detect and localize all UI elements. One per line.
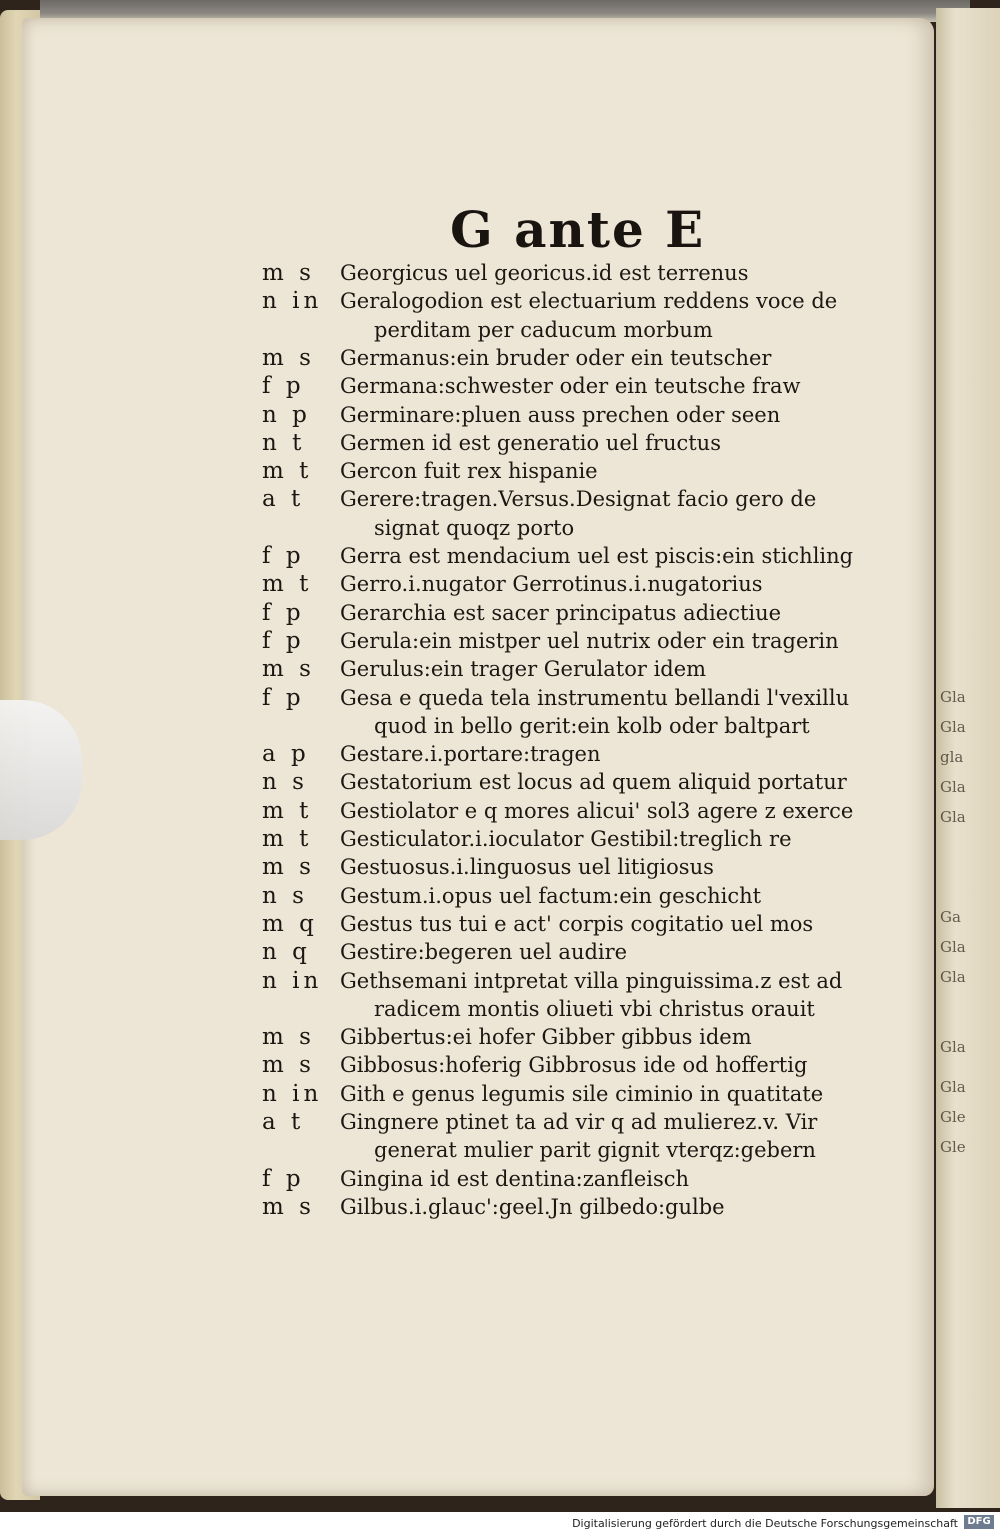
- glossary-entry: [262, 598, 902, 628]
- glossary-entry: [262, 1050, 902, 1080]
- page-heading: G ante E: [450, 200, 706, 259]
- glossary-entry: [262, 428, 902, 458]
- dfg-logo: DFG: [964, 1515, 994, 1529]
- glossary-entry: [262, 1107, 902, 1137]
- glossary-entry: [262, 258, 902, 288]
- entry-text: generat mulier parit gignit vterqz:gebern: [374, 1138, 816, 1163]
- glossary-entry: [262, 796, 902, 826]
- grammar-code: m t: [262, 797, 313, 824]
- entry-text: Gingina id est dentina:zanfleisch: [340, 1166, 690, 1191]
- grammar-code: f p: [262, 684, 305, 711]
- facing-page-text: Gla: [940, 688, 966, 706]
- glossary-entry: [262, 852, 902, 882]
- grammar-code: m s: [262, 260, 315, 286]
- facing-page-text: Gla: [940, 968, 966, 986]
- entry-text: Gerula:ein mistper uel nutrix oder ein tragerin: [340, 628, 839, 653]
- entry-text: Gerra est mendacium uel est piscis:ein stichling: [340, 544, 854, 568]
- grammar-code: m s: [262, 656, 315, 683]
- entry-text: Gesticulator.i.ioculator Gestibil:treglich re: [340, 827, 792, 851]
- facing-page-text: Gle: [940, 1138, 966, 1156]
- footer-credit: Digitalisierung gefördert durch die Deutsche Forschungsgemeinschaft: [572, 1517, 958, 1530]
- grammar-code: n p: [262, 401, 311, 428]
- facing-page-text: Gla: [940, 1038, 966, 1056]
- entry-text: Germinare:pluen auss prechen oder seen: [340, 402, 781, 427]
- entry-text: radicem montis oliueti vbi christus orauit: [374, 996, 815, 1021]
- grammar-code: f p: [262, 1165, 305, 1192]
- entry-text: Gercon fuit rex hispanie: [340, 459, 598, 484]
- entry-text: Geralogodion est electuarium reddens voce de: [340, 289, 838, 314]
- entry-text: Gilbus.i.glauc':geel.Jn gilbedo:gulbe: [340, 1194, 725, 1219]
- grammar-code: f p: [262, 599, 305, 626]
- entry-text: Gingnere ptinet ta ad vir q ad mulierez.v. Vir: [340, 1110, 818, 1134]
- glossary-entry: [262, 994, 902, 1024]
- glossary-entry: [262, 343, 902, 373]
- glossary-entry: [262, 1079, 902, 1109]
- glossary-entry: [262, 881, 902, 911]
- grammar-code: n in: [262, 288, 323, 315]
- glossary-entry: [262, 1022, 902, 1052]
- entry-text: Gibbosus:hoferig Gibbrosus ide od hoffertig: [340, 1053, 808, 1078]
- grammar-code: m s: [262, 854, 315, 881]
- glossary-entry: [262, 541, 902, 571]
- grammar-code: f p: [262, 543, 305, 569]
- entry-text: perditam per caducum morbum: [374, 317, 713, 342]
- entry-text: Germana:schwester oder ein teutsche fraw: [340, 374, 801, 399]
- grammar-code: n q: [262, 939, 311, 966]
- entry-text: Gibbertus:ei hofer Gibber gibbus idem: [340, 1025, 752, 1050]
- glossary-entry: [262, 484, 902, 514]
- glossary-entry: [262, 966, 902, 996]
- glossary-entry: [262, 767, 902, 797]
- grammar-code: m t: [262, 826, 313, 852]
- grammar-code: a t: [262, 486, 305, 513]
- facing-page-text: Gla: [940, 808, 966, 826]
- grammar-code: m s: [262, 1193, 315, 1220]
- grammar-code: m t: [262, 571, 313, 598]
- glossary-entry: [262, 1192, 902, 1222]
- entry-text: Gestiolator e q mores alicui' sol3 agere z exerce: [340, 798, 854, 823]
- entry-text: Gethsemani intpretat villa pinguissima.z est ad: [340, 968, 843, 993]
- entry-text: Gith e genus legumis sile ciminio in quatitate: [340, 1081, 824, 1106]
- grammar-code: f p: [262, 373, 305, 400]
- glossary-entry: [262, 371, 902, 401]
- entry-text: Germanus:ein bruder oder ein teutscher: [340, 345, 772, 370]
- glossary-entry: [262, 683, 902, 713]
- entry-text: signat quoqz porto: [374, 515, 575, 540]
- grammar-code: f p: [262, 627, 305, 654]
- glossary-entry: [262, 400, 902, 430]
- facing-page-edge: [936, 8, 1000, 1508]
- grammar-code: a t: [262, 1109, 305, 1135]
- grammar-code: m q: [262, 910, 318, 937]
- entry-text: Gesa e queda tela instrumentu bellandi l'vexillu: [340, 685, 850, 710]
- facing-page-text: Gla: [940, 778, 966, 796]
- glossary-entry: [262, 1164, 902, 1194]
- glossary-entry: [262, 739, 902, 769]
- entry-text: Georgicus uel georicus.id est terrenus: [340, 261, 749, 285]
- glossary-entry: [262, 909, 902, 939]
- grammar-code: m t: [262, 458, 313, 485]
- facing-page-text: Gla: [940, 938, 966, 956]
- grammar-code: n s: [262, 882, 308, 909]
- glossary-entry: [262, 654, 902, 684]
- entry-text: Gestire:begeren uel audire: [340, 940, 628, 965]
- facing-page-text: gla: [940, 748, 964, 766]
- entry-text: Gerere:tragen.Versus.Designat facio gero de: [340, 487, 817, 512]
- entry-text: Gestum.i.opus uel factum:ein geschicht: [340, 883, 762, 908]
- glossary-entry: [262, 315, 902, 345]
- entry-text: Gestus tus tui e act' corpis cogitatio uel mos: [340, 911, 814, 936]
- facing-page-text: Gla: [940, 1078, 966, 1096]
- facing-page-text: Gla: [940, 718, 966, 736]
- grammar-code: m s: [262, 1024, 315, 1051]
- glossary-entry: [262, 711, 902, 741]
- glossary-entry: [262, 626, 902, 656]
- entry-text: quod in bello gerit:ein kolb oder baltpart: [374, 713, 810, 738]
- entry-text: Gerro.i.nugator Gerrotinus.i.nugatorius: [340, 572, 763, 597]
- grammar-code: n in: [262, 967, 323, 994]
- glossary-entry: [262, 456, 902, 486]
- entry-text: Germen id est generatio uel fructus: [340, 430, 721, 455]
- glossary-entry: [262, 569, 902, 599]
- grammar-code: m s: [262, 1052, 315, 1079]
- glossary-entry: [262, 513, 902, 543]
- grammar-code: n s: [262, 769, 308, 796]
- grammar-code: n t: [262, 429, 306, 456]
- grammar-code: a p: [262, 741, 310, 768]
- entry-text: Gestuosus.i.linguosus uel litigiosus: [340, 855, 714, 880]
- grammar-code: m s: [262, 344, 315, 371]
- facing-page-text: Gle: [940, 1108, 966, 1126]
- facing-page-text: Ga: [940, 908, 961, 926]
- entry-text: Gestatorium est locus ad quem aliquid portatur: [340, 770, 847, 795]
- glossary-entry: [262, 1135, 902, 1165]
- entry-text: Gerarchia est sacer principatus adiectiue: [340, 600, 782, 625]
- entry-text: Gerulus:ein trager Gerulator idem: [340, 657, 707, 682]
- entry-text: Gestare.i.portare:tragen: [340, 742, 601, 767]
- grammar-code: n in: [262, 1080, 323, 1107]
- glossary-entry: [262, 286, 902, 316]
- glossary-entry: [262, 824, 902, 854]
- glossary-entry: [262, 937, 902, 967]
